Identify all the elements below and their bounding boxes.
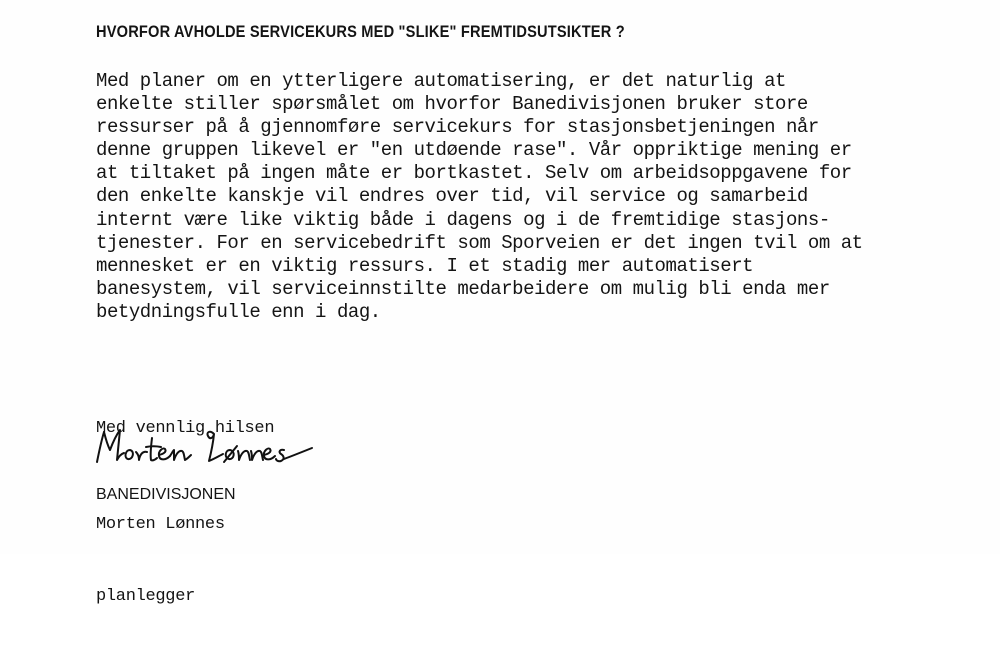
body-line: mennesket er en viktig ressurs. I et stadig mer automatisert	[96, 254, 754, 277]
closing-greeting: Med vennlig hilsen	[96, 419, 275, 438]
body-line: denne gruppen likevel er "en utdøende rase". Vår oppriktige mening er	[96, 139, 852, 162]
body-line: at tiltaket på ingen måte er bortkastet. Selv om arbeidsoppgavene for	[96, 162, 852, 185]
document-heading: HVORFOR AVHOLDE SERVICEKURS MED "SLIKE" FREMTIDSUTSIKTER ?	[96, 22, 625, 41]
body-line: internt være like viktig både i dagens og i de fremtidige stasjons-	[96, 208, 830, 231]
body-line: den enkelte kanskje vil endres over tid, vil service og samarbeid	[96, 185, 808, 208]
body-line: tjenester. For en servicebedrift som Sporveien er det ingen tvil om at	[96, 231, 863, 254]
body-line: enkelte stiller spørsmålet om hvorfor Banedivisjonen bruker store	[96, 93, 808, 116]
body-line: Med planer om en ytterligere automatisering, er det naturlig at	[96, 70, 786, 92]
handwritten-signature	[92, 420, 317, 468]
closing-organization: BANEDIVISJONEN	[96, 486, 236, 503]
body-paragraph	[96, 70, 863, 324]
body-line: ressurser på å gjennomføre servicekurs for stasjonsbetjeningen når	[96, 116, 819, 139]
signer-block	[96, 465, 225, 657]
body-line: betydningsfulle enn i dag.	[96, 300, 381, 323]
signer-title: planlegger	[96, 587, 196, 606]
body-line: banesystem, vil serviceinnstilte medarbeidere om mulig bli enda mer	[96, 277, 830, 300]
signer-name: Morten Lønnes	[96, 515, 225, 534]
